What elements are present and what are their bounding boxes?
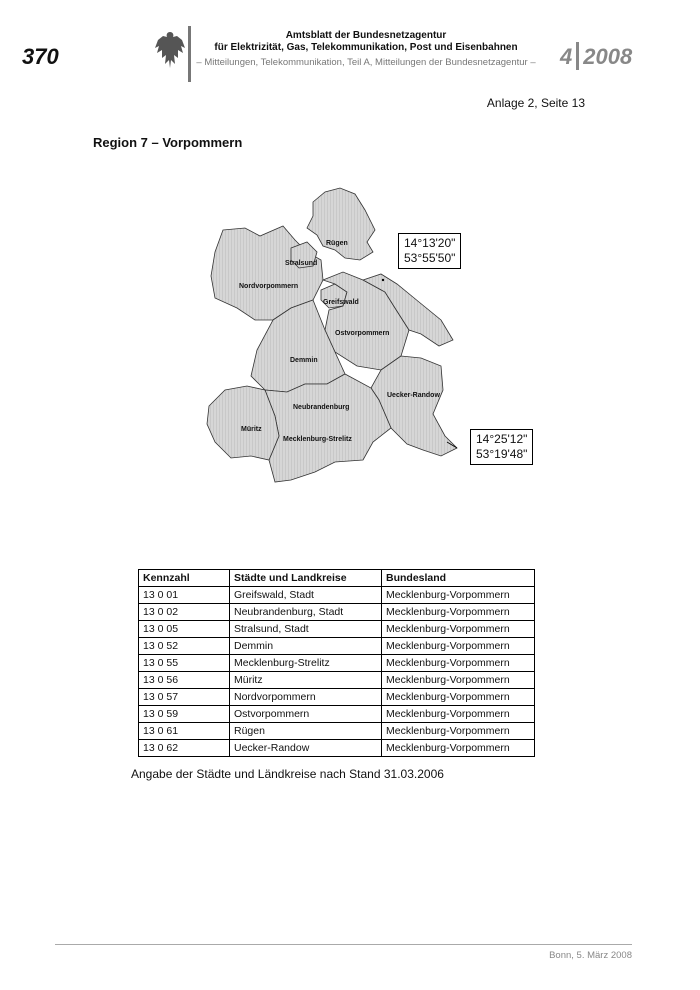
cell-name: Greifswald, Stadt (230, 587, 382, 604)
cell-bundesland: Mecklenburg-Vorpommern (382, 655, 535, 672)
page-number: 370 (22, 44, 59, 69)
map-area-ruegen (307, 188, 375, 260)
cell-kennzahl: 13 0 01 (139, 587, 230, 604)
map-label-stralsund: Stralsund (285, 260, 318, 267)
table-row (139, 689, 535, 706)
region-map (195, 180, 555, 490)
cell-kennzahl: 13 0 56 (139, 672, 230, 689)
cell-kennzahl: 13 0 57 (139, 689, 230, 706)
issue-info (560, 44, 632, 72)
cell-bundesland: Mecklenburg-Vorpommern (382, 621, 535, 638)
map-label-ruegen: Rügen (326, 240, 348, 247)
map-label-ueckerrandow: Uecker-Randow (387, 392, 440, 399)
cell-name: Rügen (230, 723, 382, 740)
map-label-ostvorpommern: Ostvorpommern (335, 330, 390, 337)
cell-bundesland: Mecklenburg-Vorpommern (382, 604, 535, 621)
cell-kennzahl: 13 0 05 (139, 621, 230, 638)
masthead-title: Amtsblatt der Bundesnetzagentur (285, 30, 447, 41)
map-label-nordvorpommern: Nordvorpommern (239, 283, 299, 290)
table-row (139, 672, 535, 689)
cell-name: Stralsund, Stadt (230, 621, 382, 638)
map-label-greifswald: Greifswald (323, 299, 359, 306)
map-label-mecklenburgstrelitz: Mecklenburg-Strelitz (283, 436, 352, 443)
cell-name: Demmin (230, 638, 382, 655)
table-row (139, 740, 535, 757)
issue-number: 4 (560, 44, 573, 69)
district-table (138, 569, 535, 757)
column-header-bundesland: Bundesland (382, 570, 535, 587)
table-row (139, 723, 535, 740)
cell-kennzahl: 13 0 52 (139, 638, 230, 655)
header-divider (188, 26, 191, 82)
table-row (139, 587, 535, 604)
issue-divider (576, 42, 579, 70)
table-row (139, 621, 535, 638)
cell-kennzahl: 13 0 59 (139, 706, 230, 723)
cell-kennzahl: 13 0 62 (139, 740, 230, 757)
cell-bundesland: Mecklenburg-Vorpommern (382, 689, 535, 706)
masthead-section: – Mitteilungen, Telekommunikation, Teil A, Mitteilungen der Bundesnetzagentur – (196, 57, 536, 68)
footer-divider (55, 944, 632, 945)
table-row (139, 706, 535, 723)
annex-reference: Anlage 2, Seite 13 (486, 96, 585, 110)
cell-name: Ostvorpommern (230, 706, 382, 723)
table-row (139, 638, 535, 655)
region-title: Region 7 – Vorpommern (93, 135, 243, 150)
masthead-subtitle: für Elektrizität, Gas, Telekommunikation, Post und Eisenbahnen (214, 42, 518, 53)
cell-bundesland: Mecklenburg-Vorpommern (382, 706, 535, 723)
federal-eagle-icon (150, 28, 190, 74)
coordinate-box-bottom: 14°25'12" 53°19'48" (470, 429, 533, 465)
cell-kennzahl: 13 0 55 (139, 655, 230, 672)
cell-name: Neubrandenburg, Stadt (230, 604, 382, 621)
cell-name: Müritz (230, 672, 382, 689)
cell-bundesland: Mecklenburg-Vorpommern (382, 740, 535, 757)
footer-date: Bonn, 5. März 2008 (549, 950, 632, 961)
cell-bundesland: Mecklenburg-Vorpommern (382, 638, 535, 655)
cell-bundesland: Mecklenburg-Vorpommern (382, 672, 535, 689)
map-area-ueckerrandow (371, 356, 457, 456)
table-row (139, 604, 535, 621)
cell-name: Mecklenburg-Strelitz (230, 655, 382, 672)
coordinate-box-top: 14°13'20" 53°55'50" (398, 233, 461, 269)
table-row (139, 655, 535, 672)
cell-kennzahl: 13 0 61 (139, 723, 230, 740)
table-header-row (139, 570, 535, 587)
cell-name: Uecker-Randow (230, 740, 382, 757)
cell-kennzahl: 13 0 02 (139, 604, 230, 621)
map-label-neubrandenburg: Neubrandenburg (293, 404, 350, 411)
coord-marker-top (382, 279, 384, 281)
cell-bundesland: Mecklenburg-Vorpommern (382, 723, 535, 740)
column-header-staedte: Städte und Landkreise (230, 570, 382, 587)
cell-name: Nordvorpommern (230, 689, 382, 706)
cell-bundesland: Mecklenburg-Vorpommern (382, 587, 535, 604)
map-label-demmin: Demmin (290, 357, 318, 364)
map-label-mueritz: Müritz (241, 426, 262, 433)
table-note: Angabe der Städte und Ländkreise nach Stand 31.03.2006 (131, 767, 444, 781)
masthead (196, 30, 536, 70)
issue-year: 2008 (583, 44, 633, 69)
column-header-kennzahl: Kennzahl (139, 570, 230, 587)
